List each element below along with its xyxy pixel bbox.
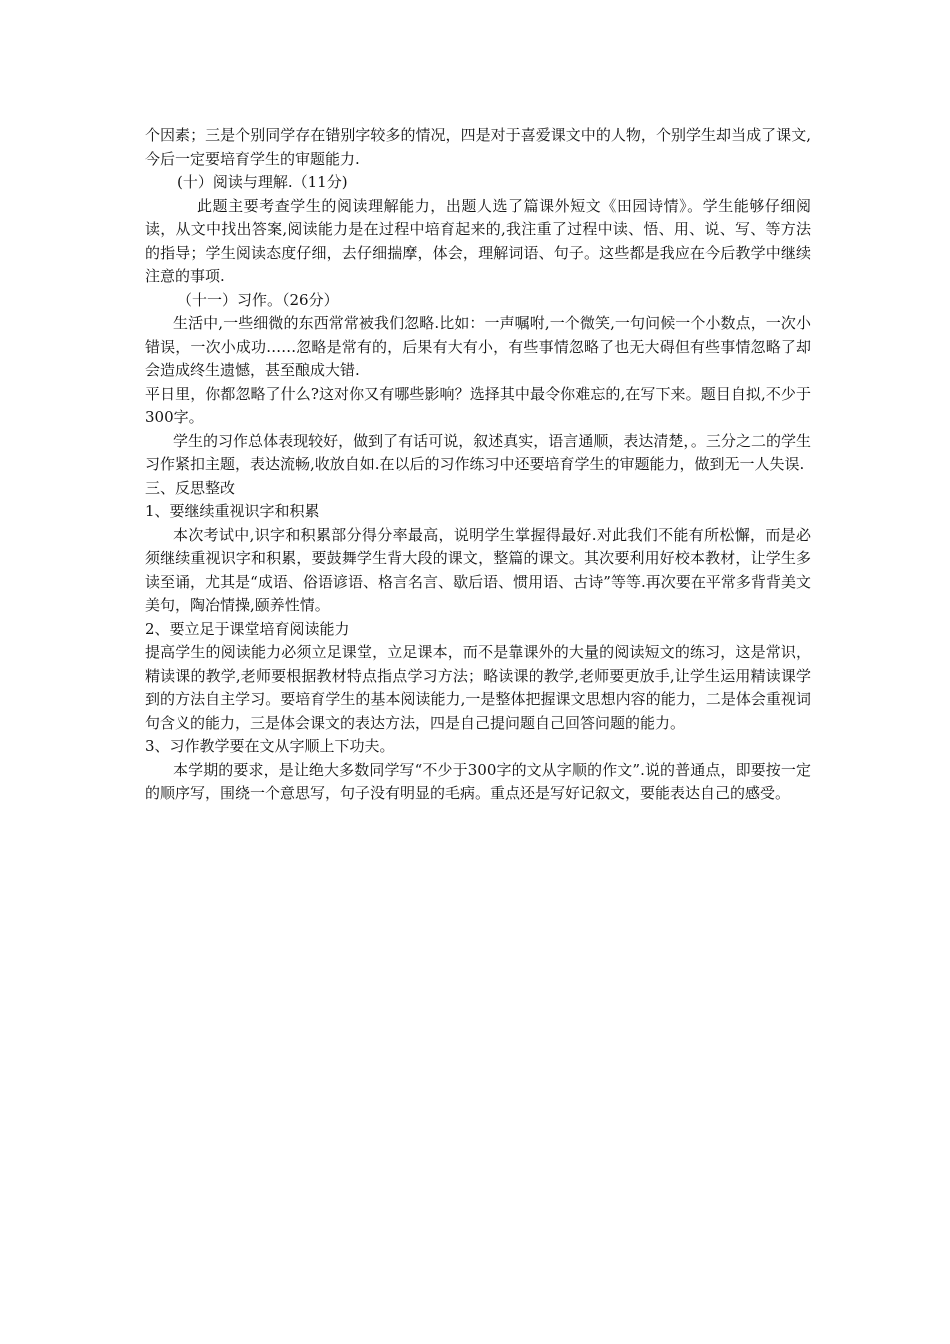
paragraph-composition-prompt: 生活中,一些细微的东西常常被我们忽略.比如：一声嘱咐,一个微笑,一句问候一个小数点，一次小错误，一次小成功……忽略是常有的，后果有大有小，有些事情忽略了也无大碍但有些事情忽略了却会造成终生遗憾，甚至酿成大错.	[145, 314, 811, 379]
subheading-literacy: 1、要继续重视识字和积累	[145, 502, 320, 520]
paragraph-composition-analysis: 学生的习作总体表现较好，做到了有话可说，叙述真实，语言通顺，表达清楚，。三分之二的学生习作紧扣主题，表达流畅,收放自如.在以后的习作练习中还要培育学生的审题能力，做到无一人失误.	[145, 431, 811, 473]
heading-reflection: 三、反思整改	[145, 478, 236, 497]
paragraph-reading: 提高学生的阅读能力必须立足课堂，立足课本，而不是靠课外的大量的阅读短文的练习，这是常识，精读课的教学,老师要根据教材特点指点学习方法；略读课的教学,老师要更放手,让学生运用精读课学到的方法自主学习。要培育学生的基本阅读能力,一是整体把握课文思想内容的能力，二是体会重视词句含义的能力，三是体会课文的表达方法，四是自己提问题自己回答问题的能力。	[145, 643, 811, 732]
subheading-reading: 2、要立足于课堂培育阅读能力	[145, 619, 350, 638]
paragraph-reading-analysis: 此题主要考查学生的阅读理解能力，出题人选了篇课外短文《田园诗情》。学生能够仔细阅读，从文中找出答案,阅读能力是在过程中培育起来的,我注重了过程中读、悟、用、说、写、等方法的指导；学生阅读态度仔细，去仔细揣摩，体会，理解词语、句子。这些都是我应在今后教学中继续注意的事项.	[145, 196, 811, 285]
paragraph-composition-task: 平日里，你都忽略了什么?这对你又有哪些影响？选择其中最令你难忘的,在写下来。题目自拟,不少于300字。	[145, 384, 811, 426]
heading-composition: （十一）习作。（26分）	[177, 290, 339, 309]
heading-reading-comprehension: (十）阅读与理解.（11分)	[177, 173, 348, 191]
document-body	[145, 124, 811, 806]
paragraph-writing: 本学期的要求，是让绝大多数同学写“不少于300字的文从字顺的作文”.说的普通点，即要按一定的顺序写，围绕一个意思写，句子没有明显的毛病。重点还是写好记叙文，要能表达自己的感受。	[145, 760, 811, 802]
paragraph-continuation: 个因素；三是个别同学存在错别字较多的情况，四是对于喜爱课文中的人物，个别学生却当成了课文,今后一定要培育学生的审题能力.	[145, 126, 811, 168]
paragraph-literacy: 本次考试中,识字和积累部分得分率最高，说明学生掌握得最好.对此我们不能有所松懈，而是必须继续重视识字和积累，要鼓舞学生背大段的课文，整篇的课文。其次要利用好校本教材，让学生多读至诵，尤其是“成语、俗语谚语、格言名言、歇后语、惯用语、古诗”等等.再次要在平常多背背美文美句，陶冶情操,颐养性情。	[145, 525, 811, 614]
subheading-writing: 3、习作教学要在文从字顺上下功夫。	[145, 737, 395, 755]
